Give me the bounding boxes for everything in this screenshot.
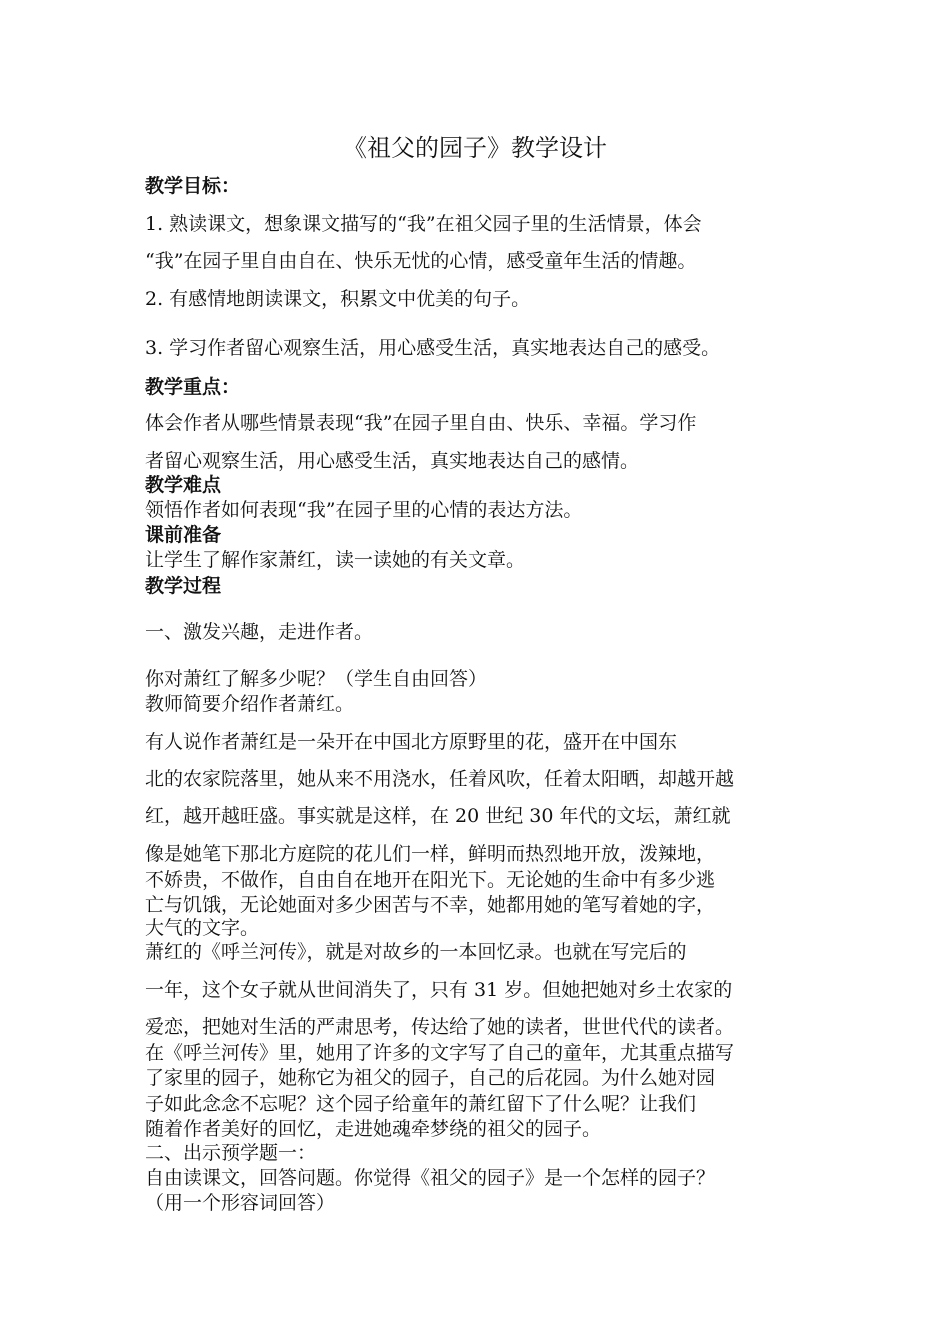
difficulties-line-1: 领悟作者如何表现“我”在园子里的心情的表达方法。	[145, 499, 583, 521]
paragraph-1-line-6: 亡与饥饿，无论她面对多少困苦与不幸，她都用她的笔写着她的字，	[145, 894, 716, 916]
paragraph-2-line-2: 一年，这个女子就从世间消失了，只有 31 岁。但她把她对乡土农家的	[145, 979, 733, 1001]
objective-1-line-1: 1. 熟读课文，想象课文描写的“我”在祖父园子里的生活情景，体会	[145, 213, 702, 235]
paragraph-2-line-7: 随着作者美好的回忆，走进她魂牵梦绕的祖父的园子。	[145, 1118, 602, 1140]
section-2-line-1: 自由读课文，回答问题。你觉得《祖父的园子》是一个怎样的园子？	[145, 1167, 716, 1189]
objective-3: 3. 学习作者留心观察生活，用心感受生活，真实地表达自己的感受。	[145, 337, 721, 359]
paragraph-1-line-2: 北的农家院落里，她从来不用浇水，任着风吹，任着太阳晒，却越开越	[145, 768, 735, 790]
question-2: 教师简要介绍作者萧红。	[145, 693, 355, 715]
objective-2: 2. 有感情地朗读课文，积累文中优美的句子。	[145, 288, 531, 310]
process-heading: 教学过程	[145, 575, 222, 597]
section-2-line-2: （用一个形容词回答）	[145, 1192, 336, 1214]
paragraph-1-line-5: 不娇贵，不做作，自由自在地开在阳光下。无论她的生命中有多少逃	[145, 869, 716, 891]
objectives-heading: 教学目标：	[145, 175, 241, 197]
key-points-line-2: 者留心观察生活，用心感受生活，真实地表达自己的感情。	[145, 450, 640, 472]
key-points-line-1: 体会作者从哪些情景表现“我”在园子里自由、快乐、幸福。学习作	[145, 412, 697, 434]
paragraph-2-line-6: 子如此念念不忘呢？这个园子给童年的萧红留下了什么呢？让我们	[145, 1093, 697, 1115]
document-title: 《祖父的园子》教学设计	[343, 134, 607, 162]
question-1: 你对萧红了解多少呢？（学生自由回答）	[145, 668, 488, 690]
section-2-title: 二、出示预学题一：	[145, 1142, 317, 1164]
paragraph-1-line-7: 大气的文字。	[145, 917, 260, 939]
paragraph-1-line-4: 像是她笔下那北方庭院的花儿们一样，鲜明而热烈地开放，泼辣地，	[145, 843, 716, 865]
paragraph-2-line-1: 萧红的《呼兰河传》，就是对故乡的一本回忆录。也就在写完后的	[145, 941, 687, 963]
paragraph-1-line-1: 有人说作者萧红是一朵开在中国北方原野里的花，盛开在中国东	[145, 731, 678, 753]
objective-1-line-2: “我”在园子里自由自在、快乐无忧的心情，感受童年生活的情趣。	[145, 250, 697, 272]
paragraph-2-line-3: 爱恋，把她对生活的严肃思考，传达给了她的读者，世世代代的读者。	[145, 1016, 735, 1038]
paragraph-2-line-5: 了家里的园子，她称它为祖父的园子，自己的后花园。为什么她对园	[145, 1067, 716, 1089]
paragraph-2-line-4: 在《呼兰河传》里，她用了许多的文字写了自己的童年，尤其重点描写	[145, 1042, 735, 1064]
key-points-heading: 教学重点：	[145, 376, 241, 398]
paragraph-1-line-3: 红，越开越旺盛。事实就是这样，在 20 世纪 30 年代的文坛，萧红就	[145, 805, 731, 827]
preparation-heading: 课前准备	[145, 524, 222, 546]
preparation-line-1: 让学生了解作家萧红，读一读她的有关文章。	[145, 549, 526, 571]
section-1-title: 一、激发兴趣，走进作者。	[145, 621, 374, 643]
difficulties-heading: 教学难点	[145, 474, 222, 496]
